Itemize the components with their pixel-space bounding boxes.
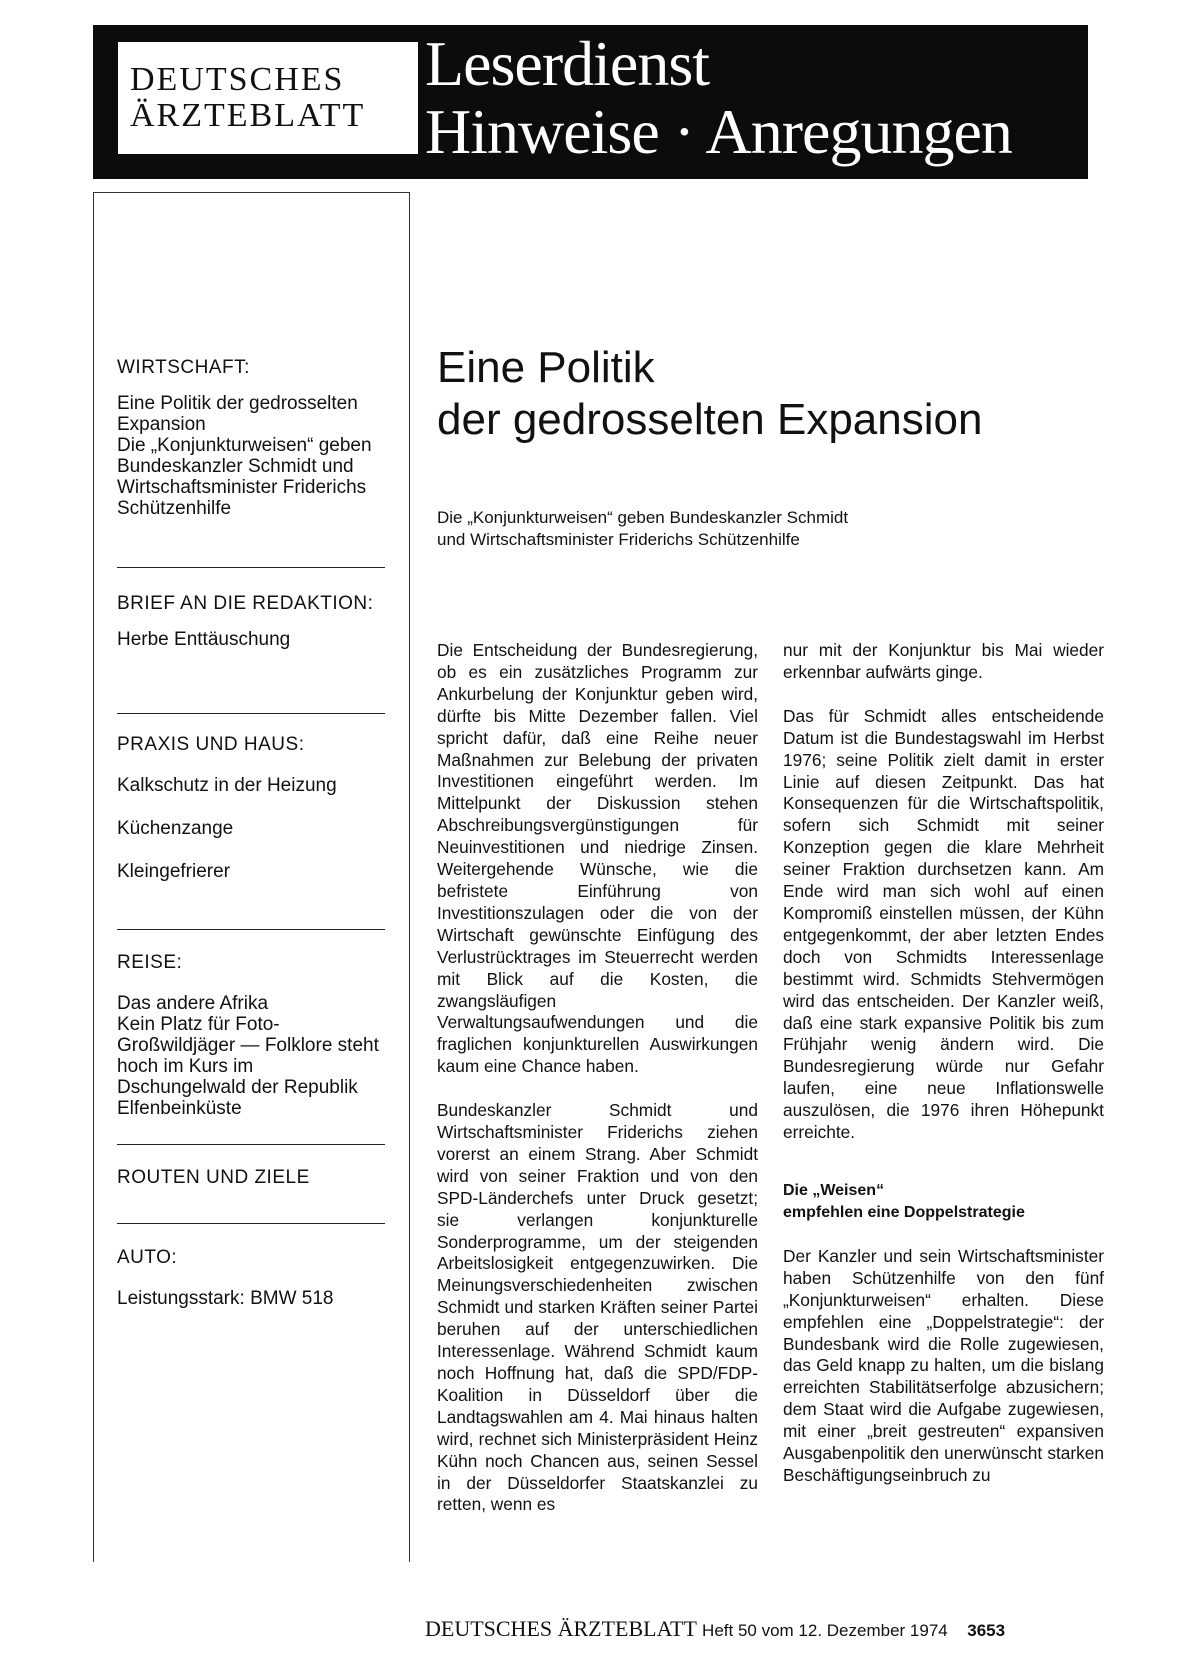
subheading-line-2: empfehlen eine Doppelstrategie — [783, 1203, 1025, 1221]
toc-section-auto — [117, 1247, 385, 1309]
toc-section-praxis — [117, 734, 385, 882]
journal-logo — [118, 42, 418, 154]
logo-line-2: ÄRZTEBLATT — [130, 97, 366, 134]
toc-section-wirtschaft — [117, 357, 385, 519]
divider — [117, 713, 385, 714]
subheading-line-1: Die „Weisen“ — [783, 1181, 885, 1199]
toc-heading: WIRTSCHAFT: — [117, 357, 250, 378]
divider — [117, 929, 385, 930]
toc-section-reise — [117, 952, 385, 1119]
toc-link[interactable]: ROUTEN UND ZIELE — [117, 1167, 310, 1188]
toc-link[interactable]: Kleingefrierer — [117, 861, 230, 882]
toc-heading: REISE: — [117, 952, 183, 973]
article-dek — [437, 507, 848, 551]
toc-heading: AUTO: — [117, 1247, 178, 1268]
article-title — [437, 342, 982, 446]
divider — [117, 1144, 385, 1145]
dek-line-2: und Wirtschaftsminister Friderichs Schützenhilfe — [437, 530, 800, 549]
article-title-line-1: Eine Politik — [437, 343, 655, 392]
section-title-line-1: Leserdienst — [425, 28, 709, 99]
toc-heading: PRAXIS UND HAUS: — [117, 734, 305, 755]
section-title — [425, 30, 1012, 166]
toc-section-brief — [117, 593, 385, 650]
dek-line-1: Die „Konjunkturweisen“ geben Bundeskanzler Schmidt — [437, 508, 849, 527]
subheading — [783, 1180, 1104, 1224]
toc-link[interactable]: Das andere Afrika — [117, 993, 269, 1014]
paragraph: Der Kanzler und sein Wirtschaftsminister haben Schützenhilfe von den fünf „Konjunkturweisen“ erhalten. Diese empfehlen eine „Doppelstrategie“: der Bundesbank wird die Rolle zugewiesen, das Geld knapp zu halten, um die bislang erreichten Stabilitätserfolge abzusichern; dem Staat wird die Aufgabe zugewiesen, mit einer „breit gestreuten“ expansiven Ausgabenpolitik den unerwünscht starken Beschäftigungseinbruch zu — [783, 1245, 1104, 1485]
article-column-1 — [437, 640, 758, 1538]
toc-section-routen — [117, 1167, 385, 1188]
toc-heading: BRIEF AN DIE REDAKTION: — [117, 593, 374, 614]
toc-link[interactable]: Herbe Enttäuschung — [117, 629, 291, 650]
page-number: 3653 — [967, 1621, 1006, 1640]
toc-link[interactable]: Leistungsstark: BMW 518 — [117, 1288, 334, 1309]
divider — [117, 567, 385, 568]
toc-link[interactable]: Eine Politik der gedrosselten Expansion — [117, 393, 358, 435]
footer-journal: DEUTSCHES ÄRZTEBLATT — [425, 1616, 697, 1641]
paragraph: nur mit der Konjunktur bis Mai wieder erkennbar aufwärts ginge. — [783, 640, 1104, 682]
footer-issue: Heft 50 vom 12. Dezember 1974 — [702, 1621, 948, 1640]
paragraph: Bundeskanzler Schmidt und Wirtschaftsminister Friderichs ziehen vorerst an einem Strang. Aber Schmidt wird von seiner Fraktion und von den SPD-Länderchefs unter Druck gesetzt; sie verlangen konjunkturelle Sonderprogramme, um der steigenden Arbeitslosigkeit entgegenzuwirken. Die Meinungsverschiedenheiten zwischen Schmidt und starken Kräften seiner Partei beruhen auf der unterschiedlichen Interessenlage. Während Schmidt kaum noch Hoffnung hat, daß die SPD/FDP-Koalition in Düsseldorf über die Landtagswahlen am 4. Mai hinaus halten wird, rechnet sich Ministerpräsident Heinz Kühn noch Chancen aus, seinen Sessel in der Düsseldorfer Staatskanzlei zu retten, wenn es — [437, 1100, 758, 1515]
paragraph: Die Entscheidung der Bundesregierung, ob es ein zusätzliches Programm zur Ankurbelung der Konjunktur geben wird, dürfte bis Mitte Dezember fallen. Viel spricht dafür, daß eine Reihe neuer Maßnahmen zur Belebung der privaten Investitionen eingeführt werden. Im Mittelpunkt der Diskussion stehen Abschreibungsvergünstigungen für Neuinvestitionen und niedrige Zinsen. Weitergehende Wünsche, wie die befristete Einführung von Investitionszulagen oder die von der Wirtschaft gewünschte Einfügung des Verlustrücktrages im Steuerrecht werden mit Blick auf die Kosten, die zwangsläufigen Verwaltungsaufwendungen und die fraglichen konjunkturellen Auswirkungen kaum eine Chance haben. — [437, 640, 758, 1077]
toc-link[interactable]: Küchenzange — [117, 818, 234, 839]
toc-link[interactable]: Kalkschutz in der Heizung — [117, 775, 337, 796]
page-footer — [425, 1616, 1005, 1642]
article-title-line-2: der gedrosselten Expansion — [437, 395, 983, 444]
paragraph: Das für Schmidt alles entscheidende Datum ist die Bundestagswahl im Herbst 1976; seine Politik zielt damit in erster Linie auf diesen Zeitpunkt. Das hat Konsequenzen für die Wirtschaftspolitik, sofern sich Schmidt mit seiner Konzeption gegen die klare Mehrheit seiner Fraktion durchsetzen kann. Am Ende wird man sich wohl auf einen Kompromiß einstellen müssen, der Kühn entgegenkommt, der aber letzten Endes doch von Schmidts Interessenlage bestimmt wird. Schmidts Stehvermögen wird das entscheiden. Der Kanzler weiß, daß eine stark expansive Politik bis zum Frühjahr wenig ändern wird. Die Bundesregierung würde nur Gefahr laufen, eine neue Inflationswelle auszulösen, die 1976 ihren Höhepunkt erreichte. — [783, 705, 1104, 1143]
logo-line-1: DEUTSCHES — [130, 61, 345, 98]
article-column-2 — [783, 640, 1104, 1509]
toc-description: Die „Konjunkturweisen“ geben Bundeskanzler Schmidt und Wirtschaftsminister Friderichs Schützenhilfe — [117, 435, 372, 519]
toc-description: Kein Platz für Foto-Großwildjäger — Folklore steht hoch im Kurs im Dschungelwald der Republik Elfenbeinküste — [117, 1014, 379, 1119]
divider — [117, 1223, 385, 1224]
section-title-line-2: Hinweise · Anregungen — [425, 96, 1012, 167]
